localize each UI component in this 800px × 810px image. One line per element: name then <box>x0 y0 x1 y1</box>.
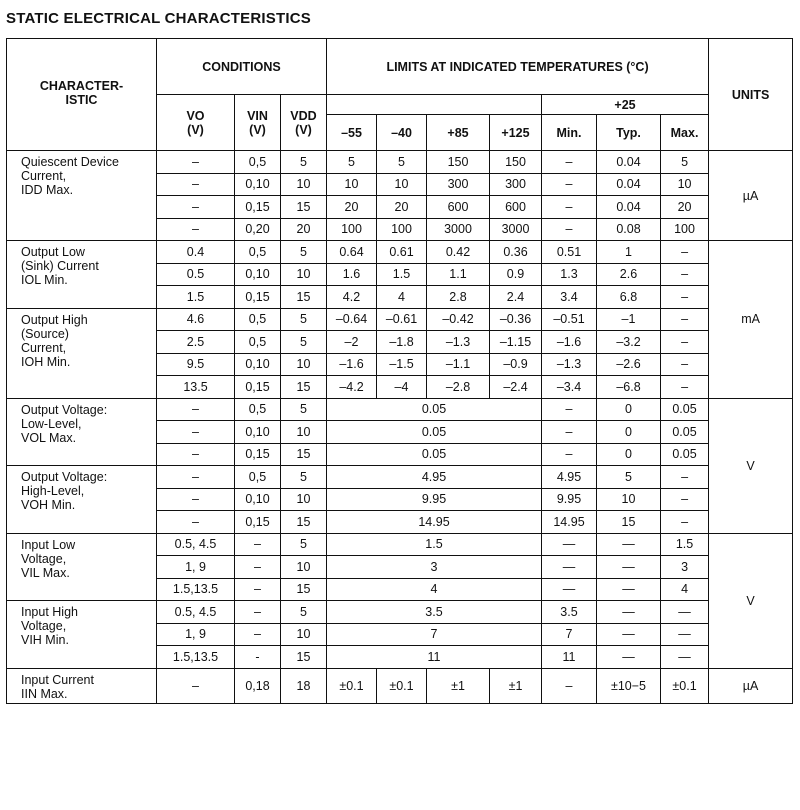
cell-vdd: 10 <box>281 488 327 511</box>
cell-max: 4 <box>661 578 709 601</box>
cell-max: 0.05 <box>661 421 709 444</box>
cell-temp-plus125: 300 <box>490 173 542 196</box>
cell-max: — <box>661 646 709 669</box>
cell-typ: ±10−5 <box>597 668 661 703</box>
header-typ: Typ. <box>597 115 661 151</box>
cell-vo: 4.6 <box>157 308 235 331</box>
cell-temp-minus55: 10 <box>327 173 377 196</box>
table-row <box>7 398 793 421</box>
cell-vdd: 15 <box>281 578 327 601</box>
cell-vin: 0,10 <box>235 263 281 286</box>
cell-vdd: 15 <box>281 286 327 309</box>
cell-temp-plus85: 150 <box>427 151 490 174</box>
cell-max: ±0.1 <box>661 668 709 703</box>
cell-limit-span: 0.05 <box>327 421 542 444</box>
cell-max: 20 <box>661 196 709 219</box>
cell-temp-minus55: –1.6 <box>327 353 377 376</box>
cell-vin: 0,15 <box>235 196 281 219</box>
cell-vo: – <box>157 173 235 196</box>
cell-typ: 1 <box>597 241 661 264</box>
cell-temp-plus125: ±1 <box>490 668 542 703</box>
header-min: Min. <box>542 115 597 151</box>
header-temp-minus55: –55 <box>327 115 377 151</box>
cell-vin: 0,15 <box>235 443 281 466</box>
cell-min: 3.4 <box>542 286 597 309</box>
cell-vo: – <box>157 488 235 511</box>
header-vo: VO (V) <box>157 95 235 151</box>
cell-vo: 1.5,13.5 <box>157 578 235 601</box>
cell-vo: 13.5 <box>157 376 235 399</box>
cell-min: –1.6 <box>542 331 597 354</box>
cell-typ: — <box>597 556 661 579</box>
cell-typ: — <box>597 533 661 556</box>
cell-vdd: 5 <box>281 308 327 331</box>
cell-temp-minus55: 20 <box>327 196 377 219</box>
cell-temp-minus40: 5 <box>377 151 427 174</box>
cell-vin: 0,15 <box>235 376 281 399</box>
cell-max: 5 <box>661 151 709 174</box>
cell-temp-plus85: 3000 <box>427 218 490 241</box>
cell-temp-plus125: –1.15 <box>490 331 542 354</box>
cell-max: — <box>661 601 709 624</box>
cell-min: – <box>542 421 597 444</box>
cell-vin: 0,10 <box>235 353 281 376</box>
cell-vin: – <box>235 623 281 646</box>
cell-units: V <box>709 398 793 533</box>
cell-min: — <box>542 578 597 601</box>
characteristic-label: Output Low (Sink) Current IOL Min. <box>7 241 157 309</box>
cell-min: 1.3 <box>542 263 597 286</box>
cell-typ: –2.6 <box>597 353 661 376</box>
cell-units: µA <box>709 151 793 241</box>
cell-vdd: 5 <box>281 466 327 489</box>
cell-vdd: 5 <box>281 241 327 264</box>
cell-temp-minus55: 4.2 <box>327 286 377 309</box>
cell-max: – <box>661 488 709 511</box>
cell-vo: – <box>157 398 235 421</box>
cell-limit-span: 4.95 <box>327 466 542 489</box>
cell-temp-plus85: –1.3 <box>427 331 490 354</box>
cell-vin: - <box>235 646 281 669</box>
cell-temp-plus125: 600 <box>490 196 542 219</box>
characteristic-label: Output Voltage: Low-Level, VOL Max. <box>7 398 157 466</box>
characteristic-label: Quiescent Device Current, IDD Max. <box>7 151 157 241</box>
cell-max: 10 <box>661 173 709 196</box>
cell-temp-plus85: –0.42 <box>427 308 490 331</box>
header-max: Max. <box>661 115 709 151</box>
cell-typ: 0.04 <box>597 151 661 174</box>
cell-typ: 0 <box>597 443 661 466</box>
cell-vo: 0.5, 4.5 <box>157 533 235 556</box>
cell-max: – <box>661 241 709 264</box>
cell-min: –3.4 <box>542 376 597 399</box>
cell-min: – <box>542 196 597 219</box>
cell-typ: –1 <box>597 308 661 331</box>
cell-limit-span: 14.95 <box>327 511 542 534</box>
cell-vo: 2.5 <box>157 331 235 354</box>
cell-vo: – <box>157 443 235 466</box>
cell-units: V <box>709 533 793 668</box>
cell-vdd: 15 <box>281 511 327 534</box>
cell-units: mA <box>709 241 793 399</box>
characteristic-label: Input Current IIN Max. <box>7 668 157 703</box>
cell-max: 100 <box>661 218 709 241</box>
cell-temp-plus85: –2.8 <box>427 376 490 399</box>
cell-temp-plus125: –2.4 <box>490 376 542 399</box>
cell-min: – <box>542 668 597 703</box>
cell-max: 3 <box>661 556 709 579</box>
cell-temp-plus85: 0.42 <box>427 241 490 264</box>
cell-max: – <box>661 331 709 354</box>
cell-min: 9.95 <box>542 488 597 511</box>
cell-vo: 0.5, 4.5 <box>157 601 235 624</box>
cell-temp-minus40: –4 <box>377 376 427 399</box>
table-row <box>7 601 793 624</box>
cell-max: 1.5 <box>661 533 709 556</box>
cell-typ: –3.2 <box>597 331 661 354</box>
cell-temp-plus125: 150 <box>490 151 542 174</box>
cell-vo: – <box>157 511 235 534</box>
cell-temp-minus40: ±0.1 <box>377 668 427 703</box>
cell-typ: 0 <box>597 398 661 421</box>
cell-min: –0.51 <box>542 308 597 331</box>
cell-vdd: 5 <box>281 151 327 174</box>
cell-vo: 1.5,13.5 <box>157 646 235 669</box>
cell-max: – <box>661 511 709 534</box>
cell-typ: — <box>597 646 661 669</box>
cell-temp-minus55: –0.64 <box>327 308 377 331</box>
cell-temp-plus125: 0.36 <box>490 241 542 264</box>
cell-min: – <box>542 151 597 174</box>
cell-temp-plus125: 3000 <box>490 218 542 241</box>
cell-limit-span: 0.05 <box>327 443 542 466</box>
cell-vo: 1, 9 <box>157 556 235 579</box>
cell-limit-span: 4 <box>327 578 542 601</box>
cell-temp-plus125: –0.9 <box>490 353 542 376</box>
cell-vo: – <box>157 196 235 219</box>
cell-vin: 0,5 <box>235 241 281 264</box>
cell-temp-minus40: 100 <box>377 218 427 241</box>
cell-vdd: 15 <box>281 646 327 669</box>
table-body <box>7 151 793 704</box>
cell-max: 0.05 <box>661 398 709 421</box>
cell-min: 0.51 <box>542 241 597 264</box>
cell-limit-span: 0.05 <box>327 398 542 421</box>
characteristic-label: Output Voltage: High-Level, VOH Min. <box>7 466 157 534</box>
header-temp-plus125: +125 <box>490 115 542 151</box>
cell-vdd: 15 <box>281 443 327 466</box>
cell-limit-span: 11 <box>327 646 542 669</box>
cell-temp-plus125: 0.9 <box>490 263 542 286</box>
table-row <box>7 668 793 703</box>
cell-vdd: 15 <box>281 376 327 399</box>
cell-min: – <box>542 443 597 466</box>
cell-temp-plus85: –1.1 <box>427 353 490 376</box>
cell-max: – <box>661 286 709 309</box>
cell-temp-minus40: 4 <box>377 286 427 309</box>
cell-typ: 0.08 <box>597 218 661 241</box>
cell-units: µA <box>709 668 793 703</box>
cell-temp-minus40: 20 <box>377 196 427 219</box>
cell-temp-plus85: 1.1 <box>427 263 490 286</box>
cell-min: — <box>542 533 597 556</box>
cell-vin: 0,20 <box>235 218 281 241</box>
cell-typ: –6.8 <box>597 376 661 399</box>
cell-vdd: 18 <box>281 668 327 703</box>
table-row <box>7 151 793 174</box>
cell-limit-span: 1.5 <box>327 533 542 556</box>
cell-temp-minus40: –1.5 <box>377 353 427 376</box>
cell-max: – <box>661 263 709 286</box>
cell-vin: – <box>235 578 281 601</box>
header-characteristic: CHARACTER- ISTIC <box>7 39 157 151</box>
cell-min: 11 <box>542 646 597 669</box>
cell-typ: 15 <box>597 511 661 534</box>
cell-min: – <box>542 218 597 241</box>
table-row <box>7 308 793 331</box>
header-units: UNITS <box>709 39 793 151</box>
cell-temp-plus125: 2.4 <box>490 286 542 309</box>
cell-vin: 0,15 <box>235 511 281 534</box>
cell-min: 7 <box>542 623 597 646</box>
cell-min: 4.95 <box>542 466 597 489</box>
cell-vdd: 10 <box>281 263 327 286</box>
cell-temp-plus85: 600 <box>427 196 490 219</box>
cell-max: 0.05 <box>661 443 709 466</box>
cell-temp-minus40: –1.8 <box>377 331 427 354</box>
cell-vdd: 10 <box>281 556 327 579</box>
cell-typ: 0.04 <box>597 196 661 219</box>
cell-typ: — <box>597 601 661 624</box>
cell-limit-span: 7 <box>327 623 542 646</box>
cell-temp-minus55: 1.6 <box>327 263 377 286</box>
cell-vin: 0,10 <box>235 173 281 196</box>
cell-vdd: 5 <box>281 601 327 624</box>
cell-temp-minus40: 10 <box>377 173 427 196</box>
cell-vdd: 10 <box>281 353 327 376</box>
characteristic-label: Input High Voltage, VIH Min. <box>7 601 157 669</box>
header-vin: VIN (V) <box>235 95 281 151</box>
table-row <box>7 466 793 489</box>
cell-vin: 0,15 <box>235 286 281 309</box>
cell-typ: 0 <box>597 421 661 444</box>
header-temps-spacer <box>327 95 542 115</box>
cell-vdd: 20 <box>281 218 327 241</box>
document-title: STATIC ELECTRICAL CHARACTERISTICS <box>6 10 311 27</box>
cell-max: – <box>661 466 709 489</box>
cell-vin: – <box>235 533 281 556</box>
cell-vin: 0,10 <box>235 488 281 511</box>
cell-vo: – <box>157 466 235 489</box>
cell-temp-plus85: 300 <box>427 173 490 196</box>
cell-vdd: 5 <box>281 533 327 556</box>
cell-vin: 0,5 <box>235 151 281 174</box>
cell-min: – <box>542 398 597 421</box>
cell-vdd: 5 <box>281 398 327 421</box>
cell-typ: 5 <box>597 466 661 489</box>
cell-vo: 1, 9 <box>157 623 235 646</box>
cell-temp-plus85: ±1 <box>427 668 490 703</box>
header-limits <box>327 39 709 95</box>
characteristic-label: Input Low Voltage, VIL Max. <box>7 533 157 601</box>
cell-vdd: 5 <box>281 331 327 354</box>
cell-max: – <box>661 308 709 331</box>
table-row <box>7 241 793 264</box>
header-plus25: +25 <box>542 95 709 115</box>
cell-typ: 10 <box>597 488 661 511</box>
cell-typ: — <box>597 623 661 646</box>
cell-temp-minus55: ±0.1 <box>327 668 377 703</box>
static-electrical-characteristics-table <box>6 38 793 704</box>
cell-max: – <box>661 376 709 399</box>
cell-vo: 0.5 <box>157 263 235 286</box>
cell-vdd: 10 <box>281 421 327 444</box>
cell-vo: 0.4 <box>157 241 235 264</box>
cell-vdd: 10 <box>281 623 327 646</box>
cell-limit-span: 3.5 <box>327 601 542 624</box>
cell-typ: 6.8 <box>597 286 661 309</box>
cell-typ: 0.04 <box>597 173 661 196</box>
cell-temp-minus55: –2 <box>327 331 377 354</box>
cell-vin: 0,5 <box>235 466 281 489</box>
cell-temp-minus40: 1.5 <box>377 263 427 286</box>
header-temp-plus85: +85 <box>427 115 490 151</box>
cell-vdd: 10 <box>281 173 327 196</box>
cell-max: — <box>661 623 709 646</box>
cell-temp-minus40: –0.61 <box>377 308 427 331</box>
header-vdd: VDD (V) <box>281 95 327 151</box>
cell-vin: 0,10 <box>235 421 281 444</box>
cell-vo: – <box>157 421 235 444</box>
cell-vin: 0,5 <box>235 308 281 331</box>
cell-min: – <box>542 173 597 196</box>
cell-min: — <box>542 556 597 579</box>
cell-temp-minus55: –4.2 <box>327 376 377 399</box>
cell-temp-minus55: 5 <box>327 151 377 174</box>
table-row <box>7 533 793 556</box>
header-temp-minus40: –40 <box>377 115 427 151</box>
cell-vo: – <box>157 151 235 174</box>
cell-typ: 2.6 <box>597 263 661 286</box>
cell-vin: – <box>235 601 281 624</box>
cell-vo: – <box>157 218 235 241</box>
cell-temp-plus125: –0.36 <box>490 308 542 331</box>
cell-typ: — <box>597 578 661 601</box>
cell-vin: – <box>235 556 281 579</box>
cell-vo: – <box>157 668 235 703</box>
header-limits-text: LIMITS AT INDICATED TEMPERATURES (°C) <box>386 59 649 74</box>
cell-vo: 9.5 <box>157 353 235 376</box>
cell-vdd: 15 <box>281 196 327 219</box>
cell-vin: 0,18 <box>235 668 281 703</box>
cell-max: – <box>661 353 709 376</box>
cell-min: 14.95 <box>542 511 597 534</box>
cell-min: –1.3 <box>542 353 597 376</box>
cell-temp-minus40: 0.61 <box>377 241 427 264</box>
cell-temp-minus55: 0.64 <box>327 241 377 264</box>
cell-temp-plus85: 2.8 <box>427 286 490 309</box>
cell-vin: 0,5 <box>235 331 281 354</box>
cell-limit-span: 9.95 <box>327 488 542 511</box>
cell-vin: 0,5 <box>235 398 281 421</box>
cell-min: 3.5 <box>542 601 597 624</box>
cell-vo: 1.5 <box>157 286 235 309</box>
header-conditions: CONDITIONS <box>157 39 327 95</box>
cell-limit-span: 3 <box>327 556 542 579</box>
cell-temp-minus55: 100 <box>327 218 377 241</box>
characteristic-label: Output High (Source) Current, IOH Min. <box>7 308 157 398</box>
